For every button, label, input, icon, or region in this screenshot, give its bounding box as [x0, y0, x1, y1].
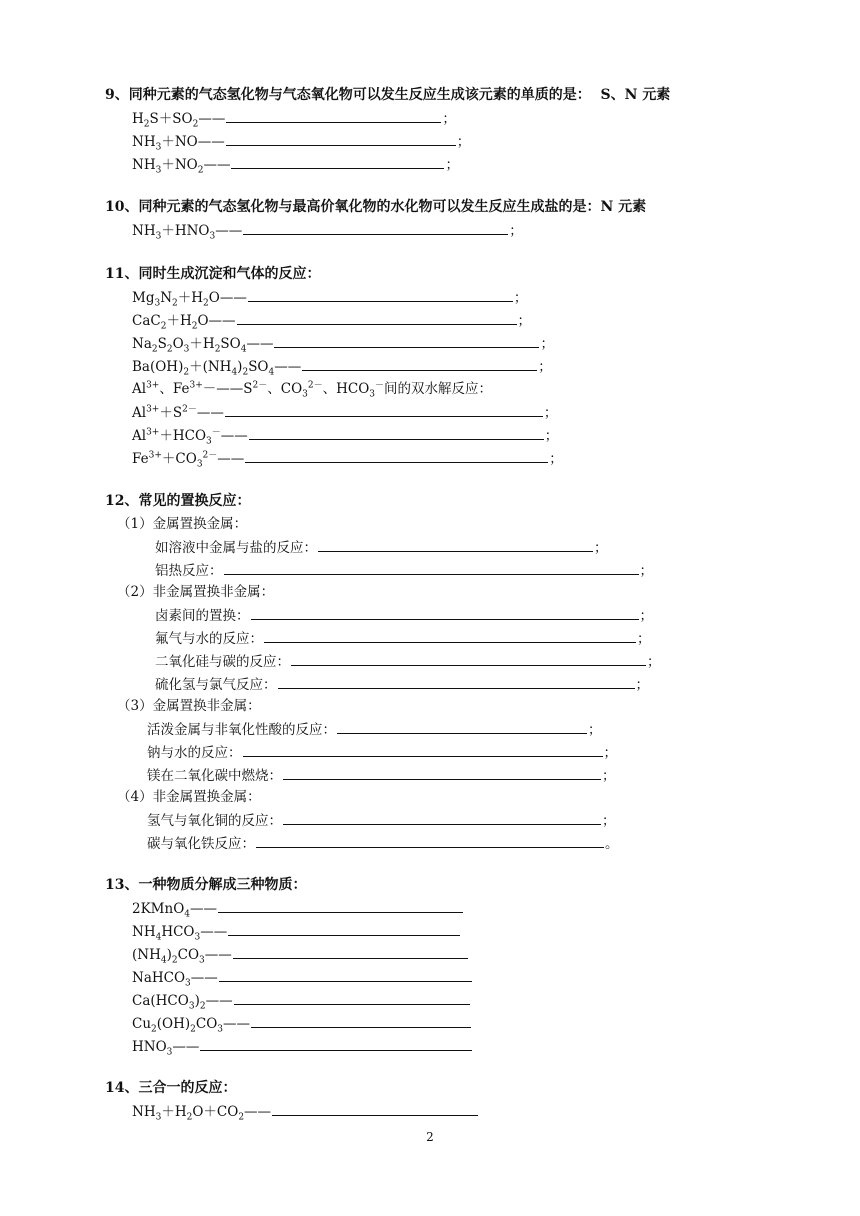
text-line — [117, 583, 274, 601]
equation-line — [132, 899, 464, 920]
line-label: 铝热反应： — [155, 563, 223, 579]
line-label: $Al^{3+}$、$Fe^{3+}-——S^{2-}$、$CO_3^{2-}$、$HCO_3^-$间的双水解反应： — [132, 380, 493, 400]
line-label: （3）金属置换非金属： — [117, 698, 261, 714]
equation-line — [155, 561, 653, 579]
line-label: $Ba(OH)_2+(NH_4)_2SO_4——$ — [132, 359, 302, 378]
line-terminator: ； — [445, 157, 459, 173]
line-terminator: ； — [549, 451, 563, 467]
line-terminator: ； — [543, 405, 558, 421]
line-label: $NH_3+H_2O+CO_2——$ — [132, 1104, 272, 1123]
equation-line — [132, 357, 552, 378]
equation-line — [132, 1102, 479, 1123]
line-terminator: ； — [602, 768, 616, 784]
line-label: 二氧化硅与碳的反应： — [155, 654, 290, 670]
equation-line — [132, 1014, 472, 1035]
line-label: 如溶液中金属与盐的反应： — [155, 540, 317, 556]
equation-line — [132, 221, 523, 242]
line-terminator: ； — [540, 336, 554, 352]
line-terminator: ； — [635, 677, 649, 693]
answer-blank[interactable] — [272, 1102, 478, 1116]
answer-blank[interactable] — [337, 720, 587, 734]
answer-blank[interactable] — [248, 288, 513, 302]
line-label: 14、三合一的反应： — [105, 1080, 237, 1096]
line-label: 2KMnO$_4$—— — [132, 901, 217, 920]
answer-blank[interactable] — [249, 426, 544, 440]
answer-blank[interactable] — [251, 606, 639, 620]
equation-line — [147, 743, 617, 761]
answer-blank[interactable] — [251, 1014, 471, 1028]
equation-line — [132, 334, 554, 355]
answer-blank[interactable] — [283, 766, 601, 780]
line-label: 活泼金属与非氧化性酸的反应： — [147, 722, 336, 738]
line-label: 氢气与氧化铜的反应： — [147, 813, 282, 829]
line-label: $NH_3+NO——$ — [132, 134, 225, 153]
answer-blank[interactable] — [243, 221, 508, 235]
equation-line — [147, 766, 616, 784]
line-terminator: ； — [538, 359, 552, 375]
answer-blank[interactable] — [264, 629, 636, 643]
section-heading — [105, 1079, 236, 1097]
line-terminator: ； — [637, 631, 651, 647]
line-label: $Mg_3N_2+H_2O——$ — [132, 290, 247, 309]
answer-blank[interactable] — [225, 403, 543, 417]
line-terminator: ； — [603, 745, 617, 761]
line-label: $Al^{3+}+HCO_3^-——$ — [132, 427, 248, 447]
line-label: $NH_3+NO_2——$ — [132, 157, 231, 176]
line-terminator: ； — [544, 428, 559, 444]
equation-line — [132, 132, 471, 153]
equation-line — [132, 155, 459, 176]
line-terminator: ； — [509, 223, 523, 239]
equation-line — [132, 945, 469, 966]
equation-line — [155, 629, 651, 647]
text-line — [132, 380, 492, 398]
equation-line — [132, 922, 461, 943]
answer-blank[interactable] — [218, 899, 463, 913]
line-label: $Cu_2(OH)_2CO_3——$ — [132, 1016, 251, 1035]
line-label: 12、常见的置换反应： — [105, 493, 251, 509]
answer-blank[interactable] — [243, 743, 603, 757]
section-heading — [105, 198, 646, 216]
answer-blank[interactable] — [226, 132, 456, 146]
line-terminator: ； — [639, 608, 653, 624]
equation-line — [147, 834, 619, 852]
line-label: $CaC_2+H_2O——$ — [132, 313, 236, 332]
answer-blank[interactable] — [291, 652, 646, 666]
text-line — [117, 515, 247, 533]
line-terminator: ； — [594, 540, 608, 556]
answer-blank[interactable] — [278, 675, 635, 689]
line-label: 碳与氧化铁反应： — [147, 836, 255, 852]
equation-line — [147, 811, 616, 829]
line-terminator: ； — [517, 313, 532, 329]
answer-blank[interactable] — [283, 811, 601, 825]
text-line — [117, 788, 261, 806]
line-label: （2）非金属置换非金属： — [117, 584, 275, 600]
equation-line — [155, 606, 653, 624]
line-label: 卤素间的置换： — [155, 608, 250, 624]
line-terminator: 。 — [605, 836, 619, 852]
page-number: 2 — [426, 1130, 434, 1144]
line-label: $(NH_4)_2CO_3——$ — [132, 947, 232, 966]
equation-line — [132, 403, 557, 421]
answer-blank[interactable] — [200, 1037, 472, 1051]
equation-line — [155, 652, 661, 670]
line-label: $HNO_3——$ — [132, 1039, 200, 1058]
line-label: $H_2S+SO_2——$ — [132, 111, 226, 130]
line-terminator: ； — [442, 111, 456, 127]
line-label: 9、同种元素的气态氢化物与气态氧化物可以发生反应生成该元素的单质的是： S、N 元素 — [105, 87, 671, 103]
line-label: $NH_4HCO_3——$ — [132, 924, 228, 943]
line-label: 硫化氢与氯气反应： — [155, 677, 277, 693]
equation-line — [132, 991, 471, 1012]
line-label: （4）非金属置换金属： — [117, 789, 261, 805]
line-terminator: ； — [602, 813, 616, 829]
answer-blank[interactable] — [318, 538, 593, 552]
equation-line — [155, 675, 649, 693]
answer-blank[interactable] — [274, 334, 539, 348]
equation-line — [147, 720, 602, 738]
line-terminator: ； — [456, 134, 471, 150]
text-line — [117, 697, 261, 715]
line-terminator: ； — [588, 722, 602, 738]
line-label: 13、一种物质分解成三种物质： — [105, 877, 307, 893]
answer-blank[interactable] — [237, 311, 517, 325]
answer-blank[interactable] — [231, 155, 444, 169]
line-terminator: ； — [647, 654, 661, 670]
equation-line — [132, 968, 473, 989]
equation-line — [132, 311, 532, 332]
answer-blank[interactable] — [228, 922, 460, 936]
line-label: $Ca(HCO_3)_2——$ — [132, 993, 233, 1012]
answer-blank[interactable] — [224, 561, 639, 575]
equation-line — [132, 1037, 473, 1058]
line-label: $Na_2S_2O_3+H_2SO_4——$ — [132, 336, 274, 355]
line-label: $NH_3+HNO_3——$ — [132, 223, 243, 242]
answer-blank[interactable] — [233, 945, 468, 959]
section-heading — [105, 86, 670, 104]
line-label: $Al^{3+}+S^{2-}——$ — [132, 404, 224, 421]
answer-blank[interactable] — [256, 834, 604, 848]
section-heading — [105, 876, 306, 894]
line-label: $Fe^{3+}+CO_3^{2-}——$ — [132, 450, 245, 470]
equation-line — [132, 288, 528, 309]
section-heading — [105, 265, 320, 283]
answer-blank[interactable] — [226, 109, 441, 123]
equation-line — [132, 426, 559, 447]
equation-line — [155, 538, 608, 556]
line-label: 10、同种元素的气态氢化物与最高价氧化物的水化物可以发生反应生成盐的是：N 元素 — [105, 199, 647, 215]
line-label: 氟气与水的反应： — [155, 631, 263, 647]
section-heading — [105, 492, 250, 510]
answer-blank[interactable] — [302, 357, 537, 371]
line-terminator: ； — [513, 290, 528, 306]
line-label: （1）金属置换金属： — [117, 516, 248, 532]
equation-line — [132, 449, 563, 470]
line-label: 钠与水的反应： — [147, 745, 242, 761]
line-label: NaHCO$_3$—— — [132, 970, 218, 989]
line-terminator: ； — [639, 563, 653, 579]
answer-blank[interactable] — [234, 991, 470, 1005]
equation-line — [132, 109, 456, 130]
answer-blank[interactable] — [219, 968, 472, 982]
line-label: 镁在二氧化碳中燃烧： — [147, 768, 282, 784]
line-label: 11、同时生成沉淀和气体的反应： — [105, 266, 321, 282]
answer-blank[interactable] — [245, 449, 548, 463]
